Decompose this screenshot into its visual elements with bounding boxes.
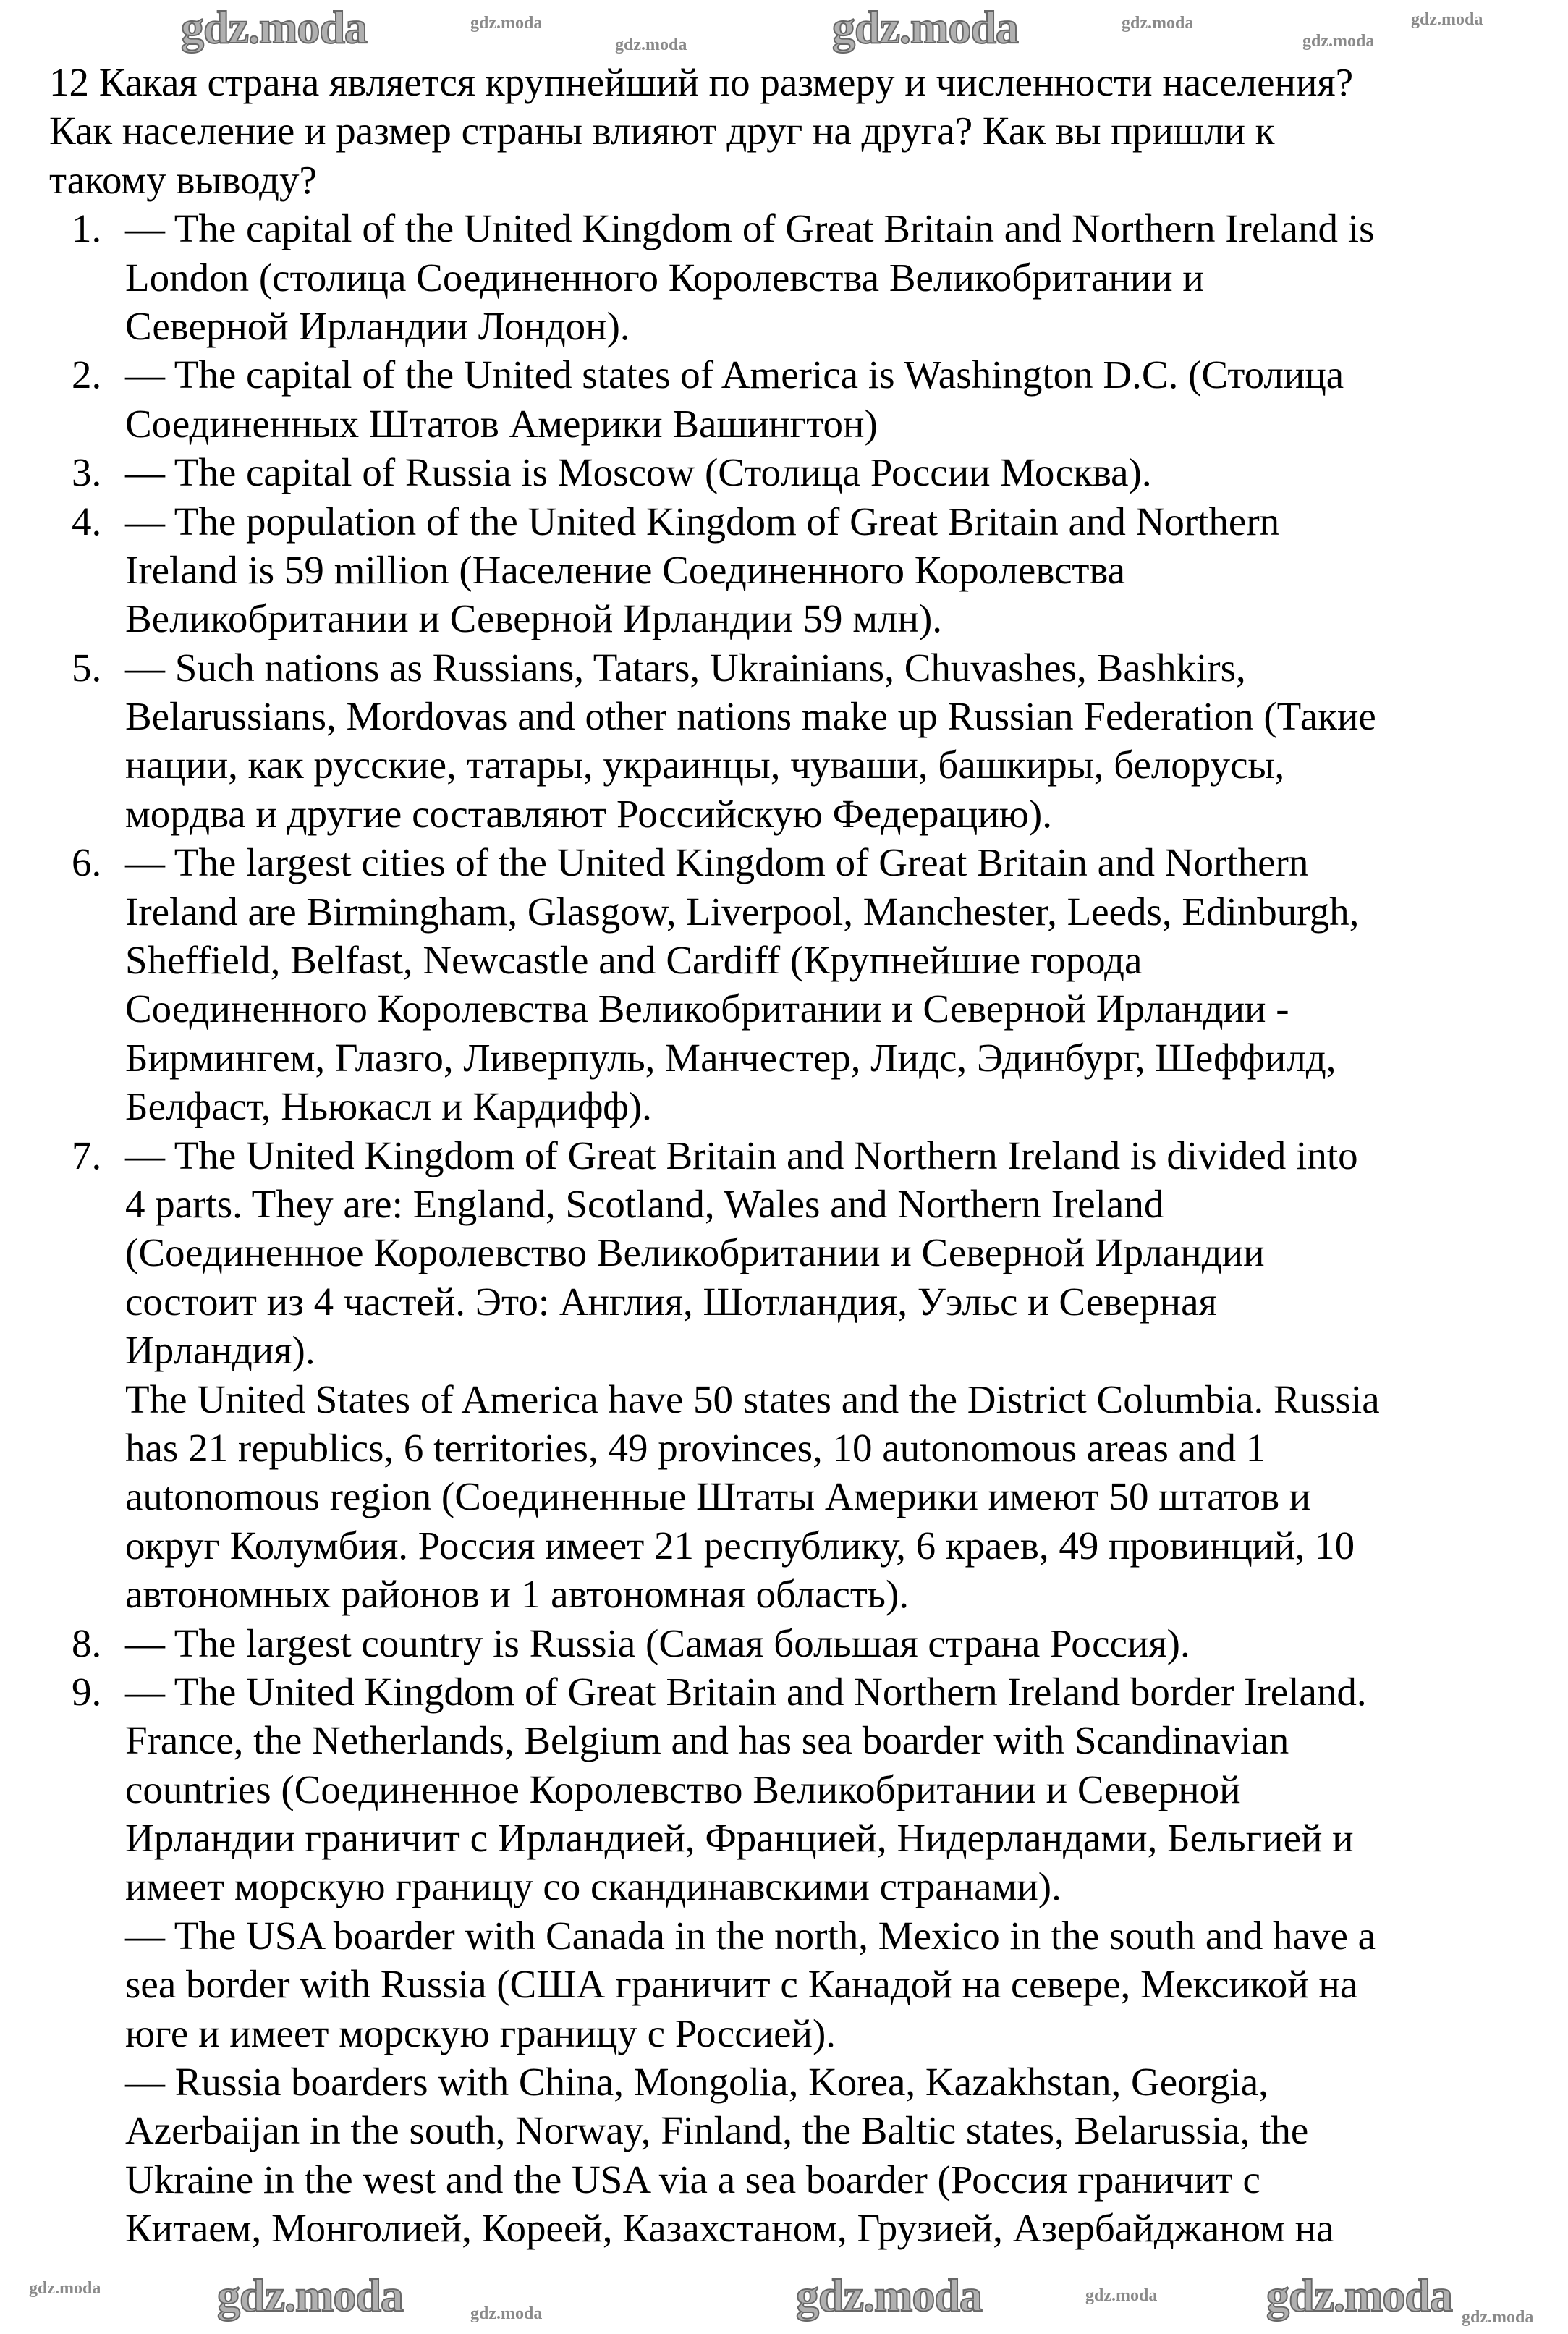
list-item-line: Белфаст, Ньюкасл и Кардифф). <box>125 1084 652 1129</box>
watermark: gdz.moda <box>470 2304 543 2323</box>
list-item-line: sea border with Russia (США граничит с Канадой на севере, Мексикой на <box>125 1962 1358 2007</box>
list-item-line: Бирмингем, Глазго, Ливерпуль, Манчестер, Лидс, Эдинбург, Шеффилд, <box>125 1035 1336 1080</box>
list-item-line: мордва и другие составляют Российскую Федерацию). <box>125 791 1052 836</box>
list-item-line: Соединенного Королевства Великобритании и Северной Ирландии - <box>125 986 1289 1031</box>
list-item <box>0 1619 1568 1667</box>
list-item-line <box>0 204 1374 253</box>
list-item-number: 2. <box>72 352 102 397</box>
watermark: gdz.moda <box>1411 10 1483 29</box>
list-item <box>0 448 1568 496</box>
list-item-line: autonomous region (Соединенные Штаты Америки имеют 50 штатов и <box>125 1474 1311 1519</box>
list-item-number: 7. <box>72 1133 102 1177</box>
list-item-number: 5. <box>72 645 102 690</box>
watermark: gdz.moda <box>1302 32 1375 51</box>
watermark: gdz.moda <box>1085 2286 1158 2305</box>
list-item-line: нации, как русские, татары, украинцы, чуваши, башкиры, белорусы, <box>125 743 1285 787</box>
list-item-line <box>0 838 1308 887</box>
list-item-line: The United States of America have 50 states and the District Columbia. Russia <box>125 1377 1380 1421</box>
list-item-number: 3. <box>72 450 102 495</box>
list-item-line: Sheffield, Belfast, Newcastle and Cardiff (Крупнейшие города <box>125 938 1143 983</box>
list-item-line <box>0 497 1279 546</box>
list-item-text: — The capital of the United Kingdom of Great Britain and Northern Ireland is <box>125 206 1375 251</box>
list-item-line: — Russia boarders with China, Mongolia, Korea, Kazakhstan, Georgia, <box>125 2060 1268 2105</box>
list-item-line <box>0 448 1152 496</box>
list-item-text: — The largest cities of the United Kingdom of Great Britain and Northern <box>125 840 1309 885</box>
question-line: 12 Какая страна является крупнейший по размеру и численности населения? <box>49 60 1354 104</box>
list-item-line <box>0 1667 1367 1716</box>
list-item-line: Ireland are Birmingham, Glasgow, Liverpool, Manchester, Leeds, Edinburgh, <box>125 889 1360 934</box>
question-line: такому выводу? <box>49 157 317 202</box>
watermark: gdz.moda <box>181 1 367 53</box>
list-item-line: London (столица Соединенного Королевства Великобритании и <box>125 255 1204 300</box>
list-item-line: Китаем, Монголией, Кореей, Казахстаном, Грузией, Азербайджаном на <box>125 2206 1334 2251</box>
answer-list <box>0 204 1568 2252</box>
watermark: gdz.moda <box>796 2270 982 2321</box>
list-item <box>0 204 1568 350</box>
watermark: gdz.moda <box>29 2279 101 2298</box>
list-item-number: 9. <box>72 1669 102 1714</box>
question-line: Как население и размер страны влияют друг на друга? Как вы пришли к <box>49 109 1275 153</box>
watermark: gdz.moda <box>1122 14 1194 33</box>
list-item-number: 1. <box>72 206 102 251</box>
list-item-line: Великобритании и Северной Ирландии 59 млн). <box>125 596 943 641</box>
list-item-line: Ирландии граничит с Ирландией, Францией, Нидерландами, Бельгией и <box>125 1816 1354 1861</box>
list-item-line: 4 parts. They are: England, Scotland, Wales and Northern Ireland <box>125 1181 1164 1226</box>
list-item-number: 6. <box>72 840 102 885</box>
list-item-line <box>0 1619 1190 1667</box>
list-item-text: — The capital of the United states of America is Washington D.C. (Столица <box>125 352 1344 397</box>
list-item-text: — The capital of Russia is Moscow (Столица России Москва). <box>125 450 1152 495</box>
list-item-line: — The USA boarder with Canada in the north, Mexico in the south and have a <box>125 1913 1376 1958</box>
document-body <box>0 58 1568 2253</box>
list-item <box>0 1667 1568 2253</box>
list-item <box>0 497 1568 643</box>
watermark: gdz.moda <box>832 1 1018 53</box>
list-item-line: (Соединенное Королевство Великобритании и Северной Ирландии <box>125 1230 1265 1275</box>
list-item-line: Северной Ирландии Лондон). <box>125 303 630 348</box>
watermark: gdz.moda <box>470 14 543 33</box>
list-item <box>0 838 1568 1130</box>
list-item-line: countries (Соединенное Королевство Великобритании и Северной <box>125 1767 1241 1811</box>
list-item-line: Belarussians, Mordovas and other nations make up Russian Federation (Такие <box>125 694 1376 739</box>
list-item-line: автономных районов и 1 автономная область). <box>125 1572 910 1617</box>
watermark: gdz.moda <box>217 2270 403 2321</box>
watermark: gdz.moda <box>1266 2270 1452 2321</box>
list-item-line: имеет морскую границу со скандинавскими странами). <box>125 1864 1061 1909</box>
list-item-line <box>0 1131 1358 1180</box>
watermark: gdz.moda <box>1462 2308 1534 2327</box>
list-item-text: — The United Kingdom of Great Britain and Northern Ireland is divided into <box>125 1133 1358 1177</box>
list-item <box>0 350 1568 448</box>
list-item-line: юге и имеет морскую границу с Россией). <box>125 2010 836 2055</box>
list-item <box>0 1131 1568 1619</box>
list-item-text: — Such nations as Russians, Tatars, Ukrainians, Chuvashes, Bashkirs, <box>125 645 1246 690</box>
list-item-line <box>0 350 1344 399</box>
list-item-line: Ирландия). <box>125 1328 315 1373</box>
list-item-text: — The United Kingdom of Great Britain and Northern Ireland border Ireland. <box>125 1669 1367 1714</box>
list-item-number: 8. <box>72 1620 102 1665</box>
list-item-line: Соединенных Штатов Америки Вашингтон) <box>125 401 878 446</box>
list-item-line: has 21 republics, 6 territories, 49 provinces, 10 autonomous areas and 1 <box>125 1425 1266 1470</box>
list-item-line: Ukraine in the west and the USA via a sea boarder (Россия граничит с <box>125 2157 1260 2202</box>
list-item-line <box>0 643 1246 692</box>
list-item-line: состоит из 4 частей. Это: Англия, Шотландия, Уэльс и Северная <box>125 1279 1217 1324</box>
list-item-text: — The population of the United Kingdom of Great Britain and Northern <box>125 499 1280 544</box>
list-item-line: округ Колумбия. Россия имеет 21 республику, 6 краев, 49 провинций, 10 <box>125 1523 1355 1568</box>
list-item-line: Ireland is 59 million (Население Соединенного Королевства <box>125 547 1126 592</box>
list-item-number: 4. <box>72 499 102 544</box>
question-heading <box>0 58 1568 204</box>
list-item-line: Azerbaijan in the south, Norway, Finland, the Baltic states, Belarussia, the <box>125 2108 1309 2153</box>
list-item-line: France, the Netherlands, Belgium and has sea boarder with Scandinavian <box>125 1718 1289 1763</box>
list-item-text: — The largest country is Russia (Самая большая страна Россия). <box>125 1620 1190 1665</box>
watermark: gdz.moda <box>615 35 687 54</box>
list-item <box>0 643 1568 839</box>
